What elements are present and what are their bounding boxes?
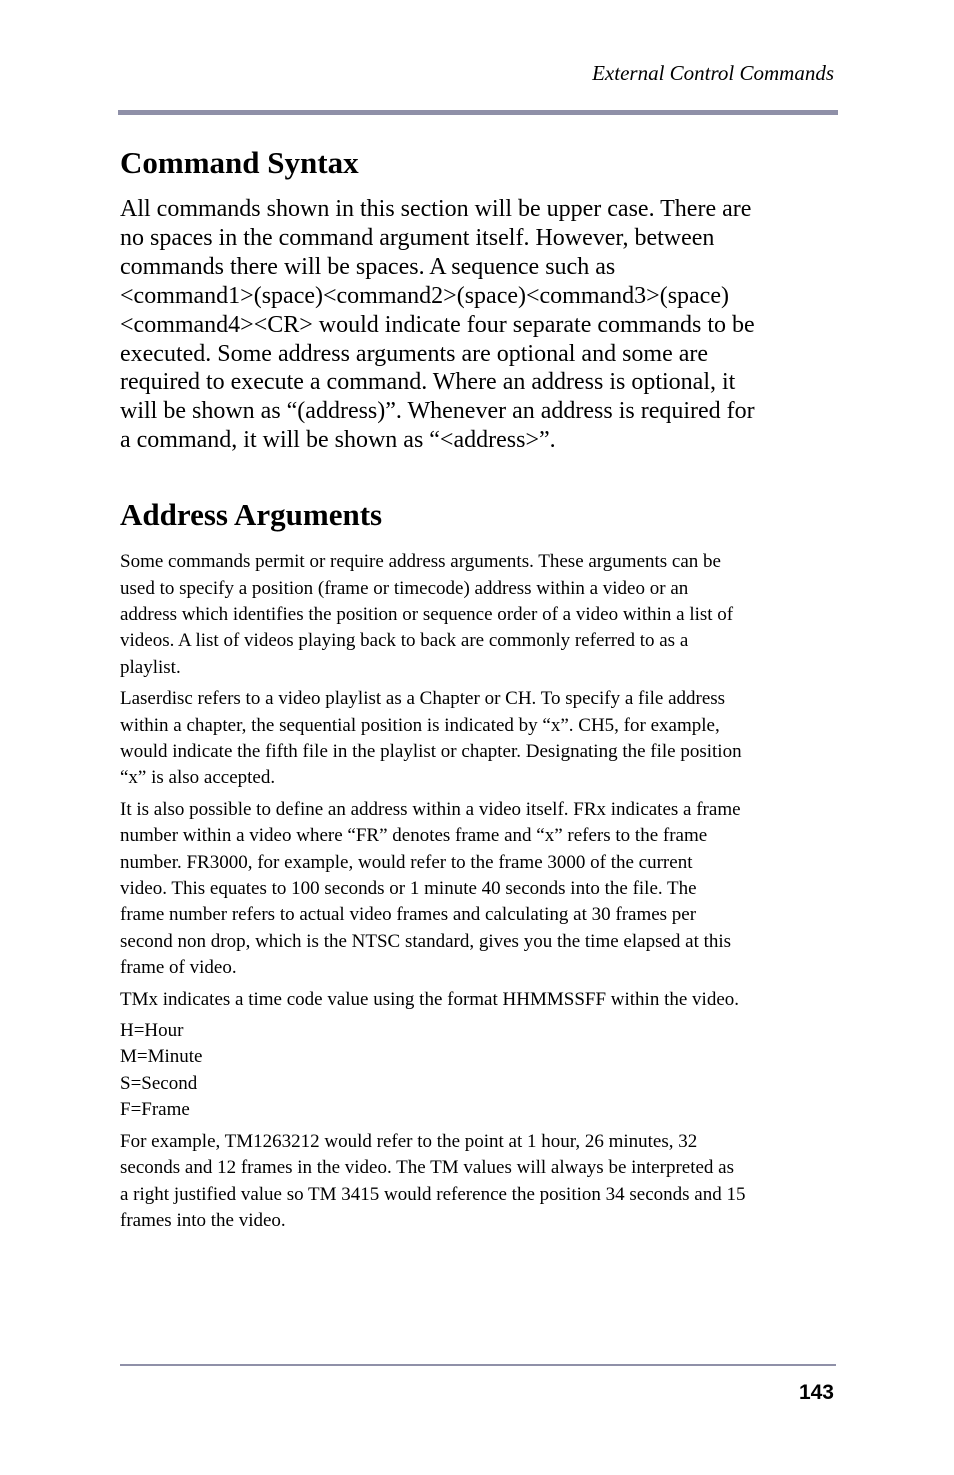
legend-item: H=Hour [120, 1020, 184, 1042]
text-line: “x” is also accepted. [120, 767, 276, 789]
text-line: TMx indicates a time code value using the format HHMMSSFF within the video. [120, 988, 740, 1010]
paragraph-laserdisc [120, 686, 836, 792]
timecode-legend [120, 1018, 836, 1124]
paragraph-timecode [120, 987, 836, 1013]
paragraph-frame-address [120, 797, 836, 982]
text-line: commands there will be spaces. A sequence such as [120, 253, 616, 280]
text-line: For example, TM1263212 would refer to the point at 1 hour, 26 minutes, 32 [120, 1130, 698, 1152]
text-line: <command4><CR> would indicate four separate commands to be [120, 311, 755, 338]
paragraph-timecode-example [120, 1129, 836, 1235]
text-line: video. This equates to 100 seconds or 1 minute 40 seconds into the file. The [120, 878, 697, 900]
text-line: within a chapter, the sequential position is indicated by “x”. CH5, for example, [120, 714, 720, 736]
text-line: would indicate the fifth file in the playlist or chapter. Designating the file position [120, 741, 742, 762]
text-line: executed. Some address arguments are optional and some are [120, 340, 709, 367]
text-line: All commands shown in this section will be upper case. There are [120, 196, 752, 222]
header-rule [118, 110, 838, 115]
text-line: a command, it will be shown as “<address>”. [120, 427, 556, 454]
text-line: address which identifies the position or sequence order of a video within a list of [120, 603, 734, 625]
text-line: playlist. [120, 656, 181, 678]
page-number: 143 [798, 1381, 834, 1404]
text-line: no spaces in the command argument itself. However, between [120, 224, 715, 251]
legend-item: M=Minute [120, 1046, 203, 1068]
text-line: <command1>(space)<command2>(space)<command3>(space) [120, 282, 729, 309]
command-syntax-paragraph [120, 195, 836, 455]
page-content [120, 141, 836, 1234]
footer-rule [120, 1364, 836, 1366]
text-line: frames into the video. [120, 1209, 286, 1231]
text-line: Laserdisc refers to a video playlist as a Chapter or CH. To specify a file address [120, 688, 726, 710]
text-line: frame number refers to actual video frames and calculating at 30 frames per [120, 904, 697, 926]
text-line: a right justified value so TM 3415 would reference the position 34 seconds and 15 [120, 1183, 746, 1205]
text-line: will be shown as “(address)”. Whenever an address is required for [120, 398, 755, 425]
paragraph-address-intro [120, 549, 836, 681]
heading-command-syntax: Command Syntax [120, 145, 359, 180]
text-line: frame of video. [120, 957, 237, 979]
legend-item: S=Second [120, 1072, 198, 1094]
text-line: number within a video where “FR” denotes frame and “x” refers to the frame [120, 825, 708, 847]
text-line: number. FR3000, for example, would refer to the frame 3000 of the current [120, 851, 693, 873]
legend-item: F=Frame [120, 1099, 190, 1121]
text-line: used to specify a position (frame or timecode) address within a video or an [120, 577, 689, 599]
text-line: second non drop, which is the NTSC standard, gives you the time elapsed at this [120, 930, 732, 952]
heading-address-arguments: Address Arguments [120, 497, 383, 533]
text-line: videos. A list of videos playing back to back are commonly referred to as a [120, 630, 689, 652]
text-line: seconds and 12 frames in the video. The TM values will always be interpreted as [120, 1157, 734, 1179]
running-header: External Control Commands [592, 61, 834, 85]
text-line: required to execute a command. Where an address is optional, it [120, 369, 736, 396]
text-line: It is also possible to define an address within a video itself. FRx indicates a frame [120, 798, 741, 820]
text-line: Some commands permit or require address arguments. These arguments can be [120, 551, 721, 573]
